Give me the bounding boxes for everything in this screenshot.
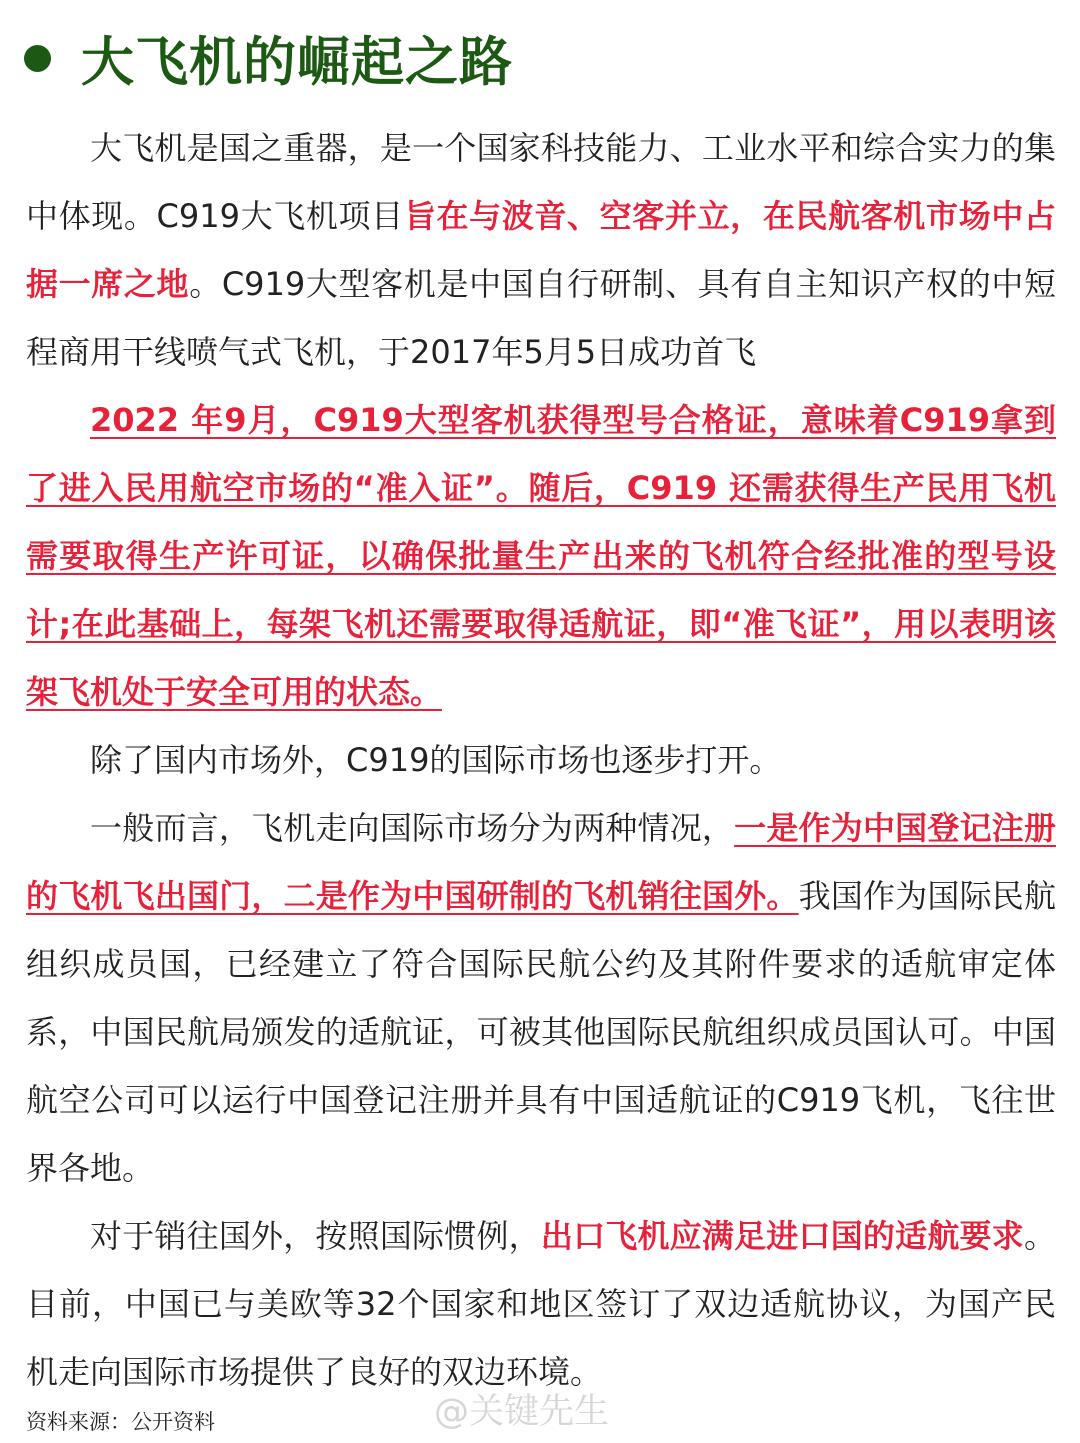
- paragraph-1-text: 大飞机是国之重器，是一个国家科技能力、工业水平和综合实力的集中体现。C919大飞机项目: [26, 129, 1056, 235]
- paragraph-4: [26, 794, 1056, 1202]
- paragraph-2-underlined-highlight: 2022 年9月，C919大型客机获得型号合格证，意味着C919拿到了进入民用航空市场的“准入证”。随后，C919 还需获得生产民用飞机需要取得生产许可证，以确保批量生产出来的飞机符合经批准的型号设计;在此基础上，每架飞机还需要取得适航证，即“准飞证”，用以表明该架飞机处于安全可用的状态。: [26, 401, 1056, 711]
- author-watermark: @关键先生: [434, 1392, 610, 1432]
- paragraph-5-highlight: 出口飞机应满足进口国的适航要求: [540, 1217, 1024, 1255]
- page-title: 大飞机的崛起之路: [81, 32, 513, 93]
- paragraph-4-underlined-highlight: 一是作为中国登记注册的飞机飞出国门，二是作为中国研制的飞机销往国外。: [26, 809, 1056, 915]
- section-heading: [24, 14, 513, 102]
- paragraph-4-text: 一般而言，飞机走向国际市场分为两种情况，: [90, 809, 735, 847]
- paragraph-5: [26, 1202, 1056, 1406]
- paragraph-2: [26, 386, 1056, 726]
- paragraph-1-text-continued: 。C919大型客机是中国自行研制、具有自主知识产权的中短程商用干线喷气式飞机，于2017年5月5日成功首飞: [26, 265, 1056, 371]
- paragraph-3: [26, 726, 1056, 794]
- paragraph-5-text-continued: 。目前，中国已与美欧等32个国家和地区签订了双边适航协议，为国产民机走向国际市场提供了良好的双边环境。: [26, 1217, 1056, 1391]
- paragraph-3-text: 除了国内市场外，C919的国际市场也逐步打开。: [90, 741, 782, 779]
- source-note: 资料来源：公开资料: [26, 1410, 215, 1434]
- paragraph-1: [26, 114, 1056, 386]
- paragraph-4-text-continued: 我国作为国际民航组织成员国，已经建立了符合国际民航公约及其附件要求的适航审定体系，中国民航局颁发的适航证，可被其他国际民航组织成员国认可。中国航空公司可以运行中国登记注册并具有中国适航证的C919飞机，飞往世界各地。: [26, 877, 1056, 1187]
- article-body: [26, 114, 1056, 1406]
- paragraph-1-highlight: 旨在与波音、空客并立，在民航客机市场中占据一席之地: [26, 197, 1056, 303]
- bullet-dot-icon: [24, 45, 51, 72]
- paragraph-5-text: 对于销往国外，按照国际惯例，: [90, 1217, 541, 1255]
